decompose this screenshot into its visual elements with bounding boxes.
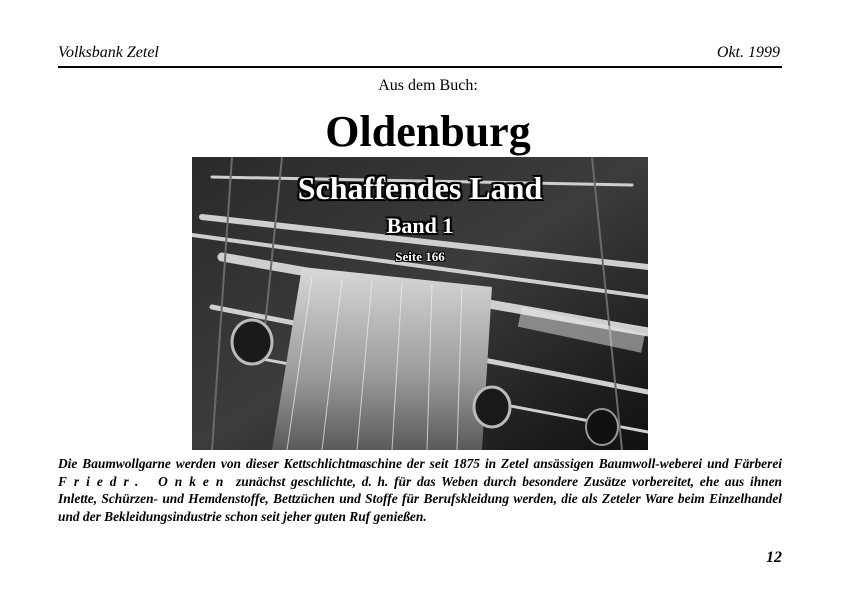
page-number: 12 [766,549,782,566]
intro-text: Aus dem Buch: [378,77,478,94]
book-title: Oldenburg [325,107,531,156]
caption-part1: Die Baumwollgarne werden von dieser Kettschlichtmaschine der seit 1875 in Zetel ansässigen Baumwoll-weberei und Färberei [58,456,782,471]
caption-paragraph [58,455,782,525]
header-left-text: Volksbank Zetel [58,44,159,61]
header-right-text: Okt. 1999 [716,44,780,61]
machine-photo [192,157,648,450]
header-rule [58,66,782,68]
photo-band: Band 1 [386,213,454,238]
caption-company-name: Friedr. Onken [58,473,231,489]
photo-title: Schaffendes Land [297,170,543,206]
photo-page: Seite 166 [395,249,445,264]
caption-part2: zunächst geschlichte, d. h. für das Weben durch besondere Zusätze vorbereitet, ehe aus ihnen Inlette, Schürzen- und Hemdenstoffe, Bettzüchen und Stoffe für Berufskleidung werden, die als Zeteler Ware beim Einzelhandel und der Bekleidungsindustrie schon seit jeher guten Ruf genießen. [58,473,782,524]
